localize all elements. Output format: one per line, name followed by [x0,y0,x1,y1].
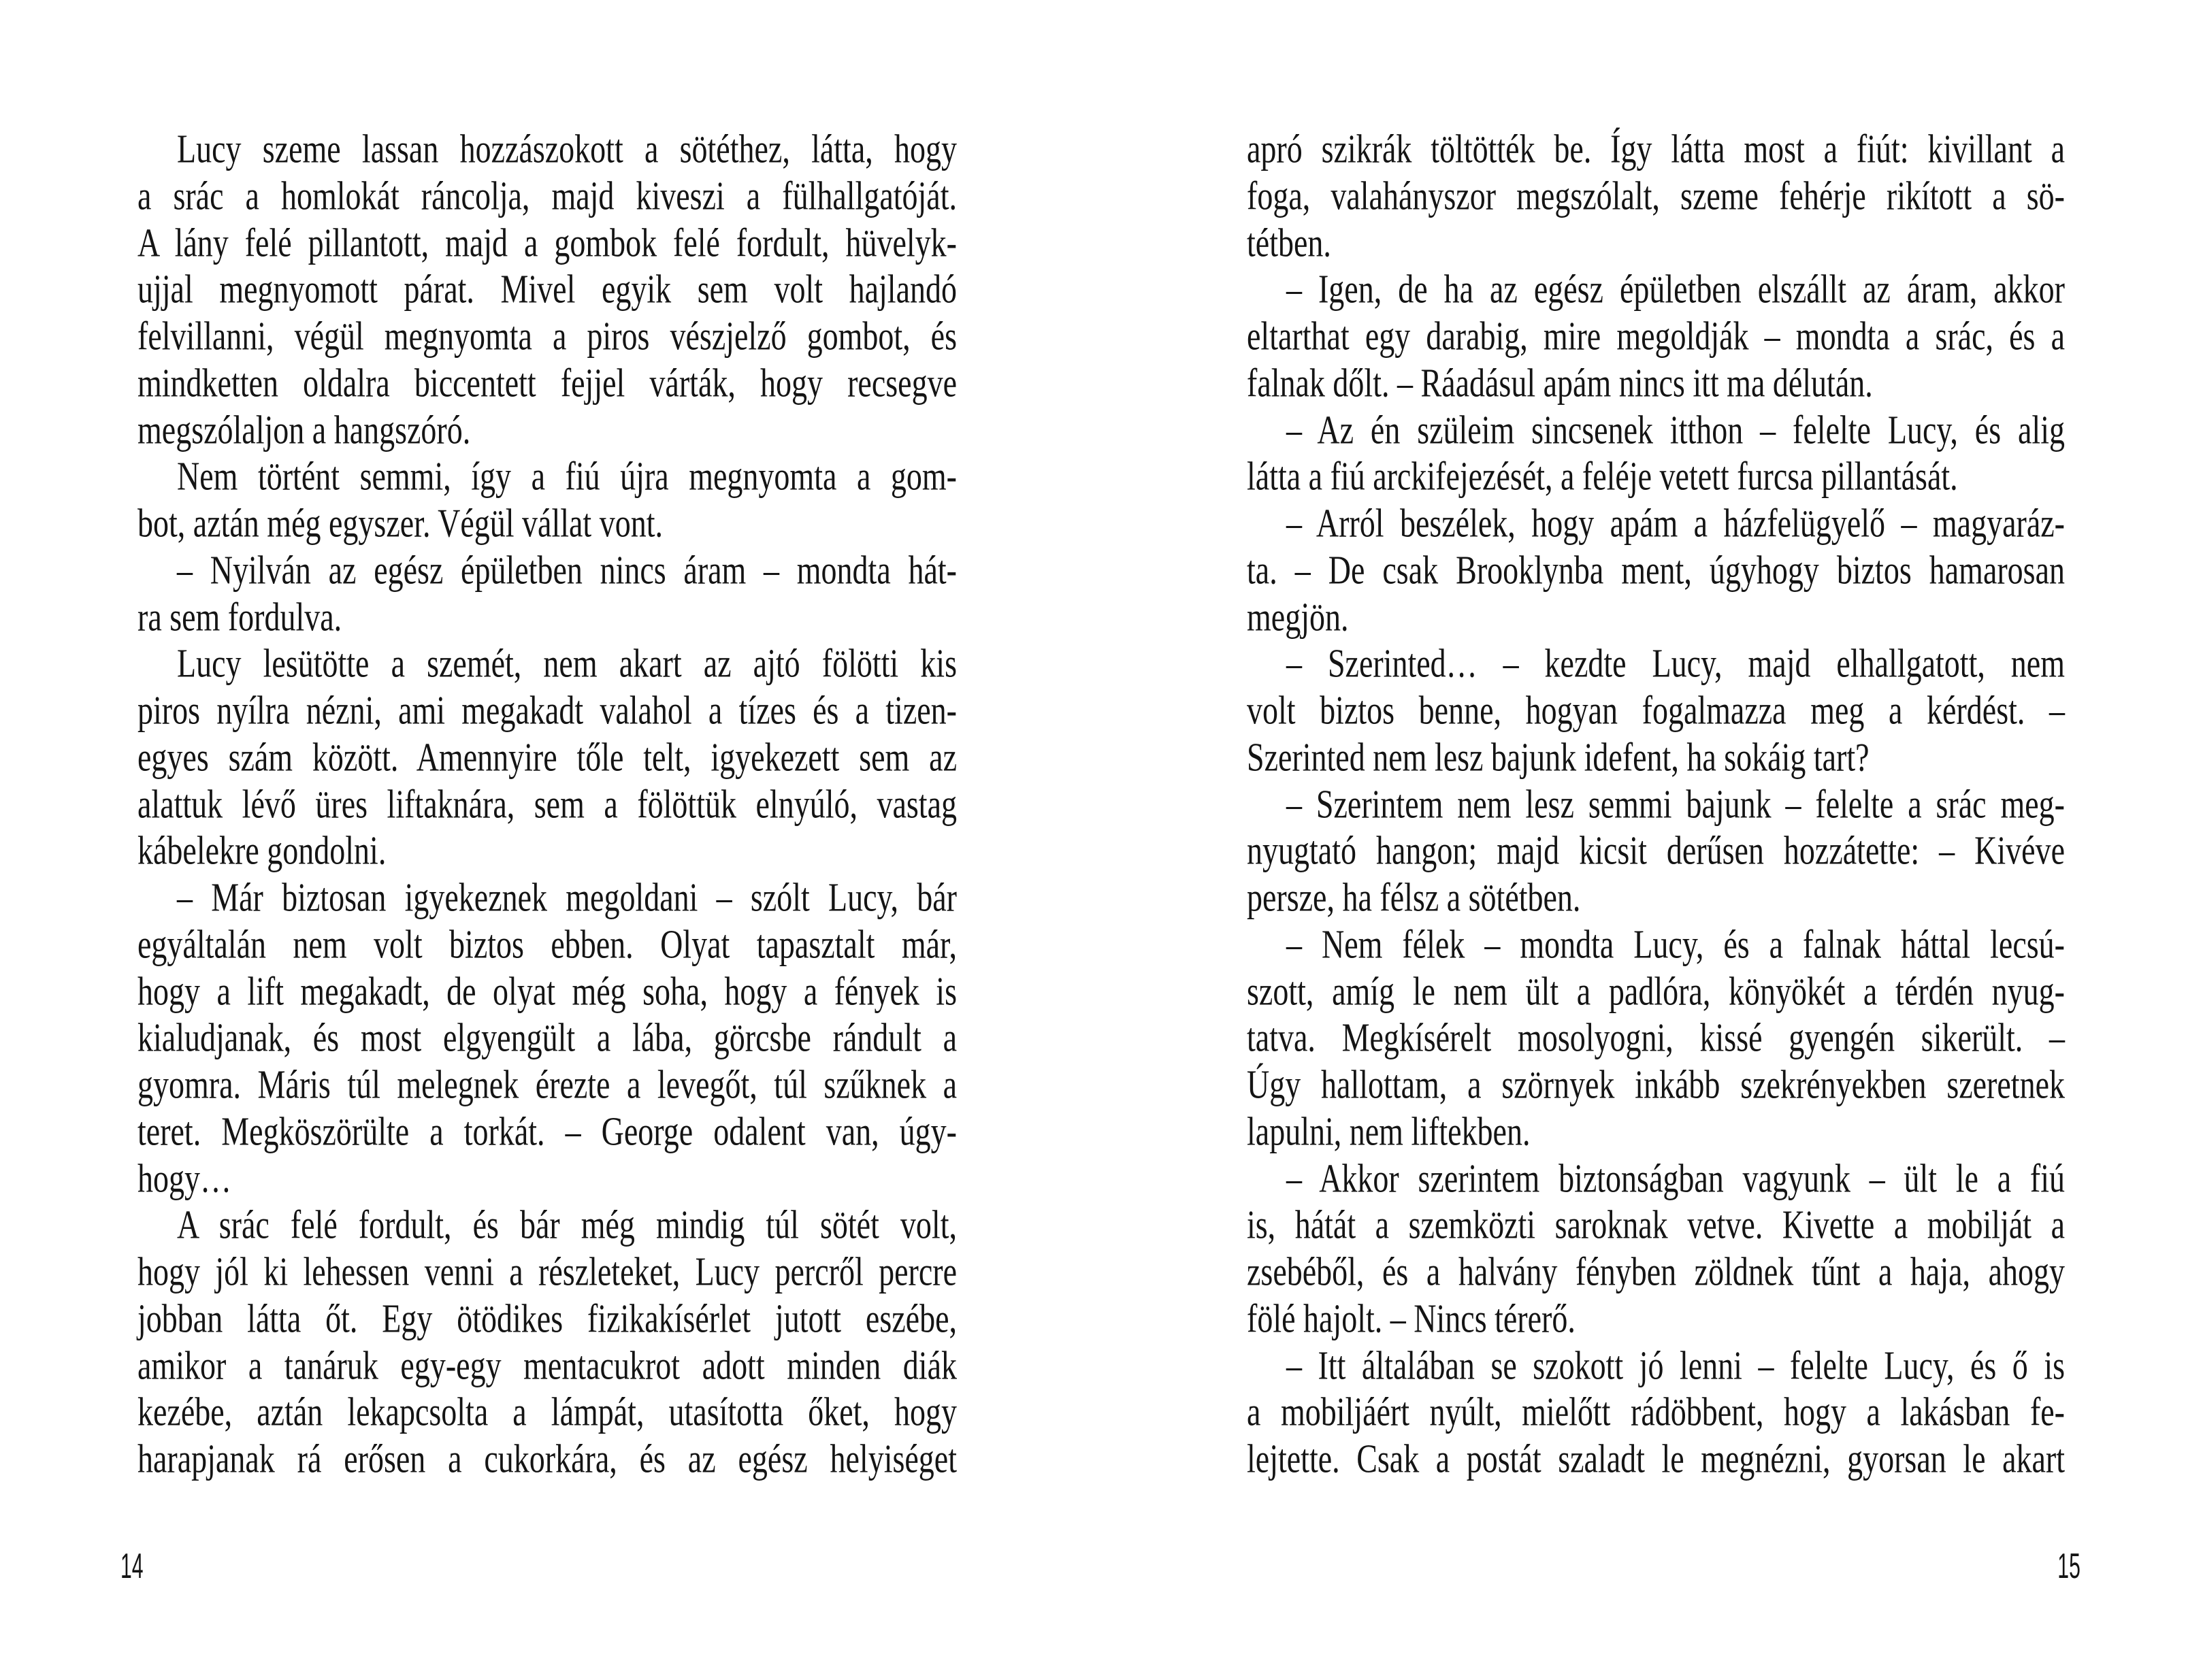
text-line-content: egyes szám között. Amennyire tőle telt, igyekezett sem az [137,734,957,780]
text-line-content: – Szerintem nem lesz semmi bajunk – felelte a srác meg- [1286,781,2065,826]
text-line-content: a srác a homlokát ráncolja, majd kiveszi a fülhallgatóját. [137,173,957,218]
text-line-content: hogy… [137,1155,231,1200]
text-line-content: kialudjanak, és most elgyengült a lába, görcsbe rándult a [137,1015,957,1060]
text-line-content: – Akkor szerintem biztonságban vagyunk – ült le a fiú [1286,1155,2065,1200]
text-line-content: hogy a lift megakadt, de olyat még soha, hogy a fények is [137,968,957,1013]
text-line-content: ujjal megnyomott párat. Mivel egyik sem volt hajlandó [137,267,957,312]
text-line-content: alattuk lévő üres liftaknára, sem a fölöttük elnyúló, vastag [137,781,957,826]
text-line-content: – Igen, de ha az egész épületben elszállt az áram, akkor [1286,267,2065,312]
text-line-content: nyugtató hangon; majd kicsit derűsen hozzátette: – Kivéve [1247,828,2065,873]
text-line-content: Úgy hallottam, a szörnyek inkább szekrényekben szeretnek [1247,1062,2065,1107]
text-line-content: harapjanak rá erősen a cukorkára, és az egész helyiséget [137,1436,957,1481]
text-line-content: – Szerinted… – kezdte Lucy, majd elhallgatott, nem [1286,641,2065,686]
page-number-left: 14 [120,1547,144,1586]
text-line-content: volt biztos benne, hogyan fogalmazza meg a kérdést. – [1247,688,2065,733]
text-line [1247,1436,2065,1489]
text-line-content: látta a fiú arckifejezését, a feléje vetett furcsa pillantását. [1247,454,1958,499]
text-line-content: piros nyílra nézni, ami megakadt valahol a tízes és a tizen- [137,688,957,733]
text-line-content: Lucy lesütötte a szemét, nem akart az ajtó fölötti kis [177,641,957,686]
text-line-content: tatva. Megkísérelt mosolyogni, kissé gyengén sikerült. – [1247,1015,2065,1060]
text-line-content: persze, ha félsz a sötétben. [1247,875,1581,920]
text-line-content: ra sem fordulva. [137,594,342,639]
left-page [0,0,1101,1680]
text-line-content: lejtette. Csak a postát szaladt le megnézni, gyorsan le akart [1247,1436,2065,1481]
text-line-content: fölé hajolt. – Nincs térerő. [1247,1296,1576,1341]
text-line-content: teret. Megköszörülte a torkát. – George odalent van, úgy- [137,1108,957,1154]
page-number-right: 15 [2057,1547,2080,1586]
text-line-content: felvillanni, végül megnyomta a piros vészjelző gombot, és [137,314,957,359]
text-line-content: gyomra. Máris túl melegnek érezte a levegőt, túl szűknek a [137,1062,957,1107]
text-line-content: lapulni, nem liftekben. [1247,1108,1531,1154]
text-line-content: Nem történt semmi, így a fiú újra megnyomta a gom- [177,454,957,499]
text-line-content: – Nyilván az egész épületben nincs áram – mondta hát- [177,547,957,593]
text-line-content: is, hátát a szemközti saroknak vetve. Kivette a mobilját a [1247,1202,2065,1247]
text-line-content: apró szikrák töltötték be. Így látta most a fiút: kivillant a [1247,127,2065,171]
text-line-content: zsebéből, és a halvány fényben zöldnek tűnt a haja, ahogy [1247,1249,2065,1294]
text-line [137,1436,957,1489]
text-line-content: kábelekre gondolni. [137,828,387,873]
text-line [1247,547,2065,600]
text-line-content: falnak dőlt. – Ráadásul apám nincs itt ma délután. [1247,360,1873,406]
text-line-content: – Arról beszélek, hogy apám a házfelügyelő – magyaráz- [1286,501,2065,546]
text-line-content: a mobiljáért nyúlt, mielőtt rádöbbent, hogy a lakásban fe- [1247,1389,2065,1434]
right-page [1101,0,2203,1680]
text-line-content: – Nem félek – mondta Lucy, és a falnak háttal lecsú- [1286,921,2065,967]
text-line-content: – Az én szüleim sincsenek itthon – felelte Lucy, és alig [1286,407,2065,452]
text-line-content: tétben. [1247,220,1331,265]
text-line-content: – Itt általában se szokott jó lenni – felelte Lucy, és ő is [1286,1343,2065,1387]
text-line-content: megjön. [1247,594,1349,639]
text-line [1247,173,2065,226]
text-line-content: egyáltalán nem volt biztos ebben. Olyat tapasztalt már, [137,921,957,967]
text-line-content: A lány felé pillantott, majd a gombok felé fordult, hüvelyk- [137,220,957,265]
text-line-content: ta. – De csak Brooklynba ment, úgyhogy biztos hamarosan [1247,547,2065,593]
text-line-content: jobban látta őt. Egy ötödikes fizikakísérlet jutott eszébe, [137,1296,957,1341]
text-line-content: megszólaljon a hangszóró. [137,407,471,452]
text-line-content: bot, aztán még egyszer. Végül vállat vont. [137,501,663,546]
text-line-content: Lucy szeme lassan hozzászokott a sötéthez, látta, hogy [177,127,957,171]
text-line-content: szott, amíg le nem ült a padlóra, könyökét a térdén nyug- [1247,968,2065,1013]
text-line-content: – Már biztosan igyekeznek megoldani – szólt Lucy, bár [177,875,957,920]
text-line-content: A srác felé fordult, és bár még mindig túl sötét volt, [177,1202,957,1247]
text-line-content: amikor a tanáruk egy-egy mentacukrot adott minden diák [137,1343,957,1387]
text-line-content: kezébe, aztán lekapcsolta a lámpát, utasította őket, hogy [137,1389,957,1434]
text-line-content: foga, valahányszor megszólalt, szeme fehérje rikított a sö- [1247,173,2065,218]
text-line-content: Szerinted nem lesz bajunk idefent, ha sokáig tart? [1247,734,1870,780]
text-line-content: hogy jól ki lehessen venni a részleteket, Lucy percről percre [137,1249,957,1294]
text-line-content: mindketten oldalra biccentett fejjel várták, hogy recsegve [137,360,957,406]
text-line-content: eltarthat egy darabig, mire megoldják – mondta a srác, és a [1247,314,2065,359]
text-line [137,1108,957,1162]
